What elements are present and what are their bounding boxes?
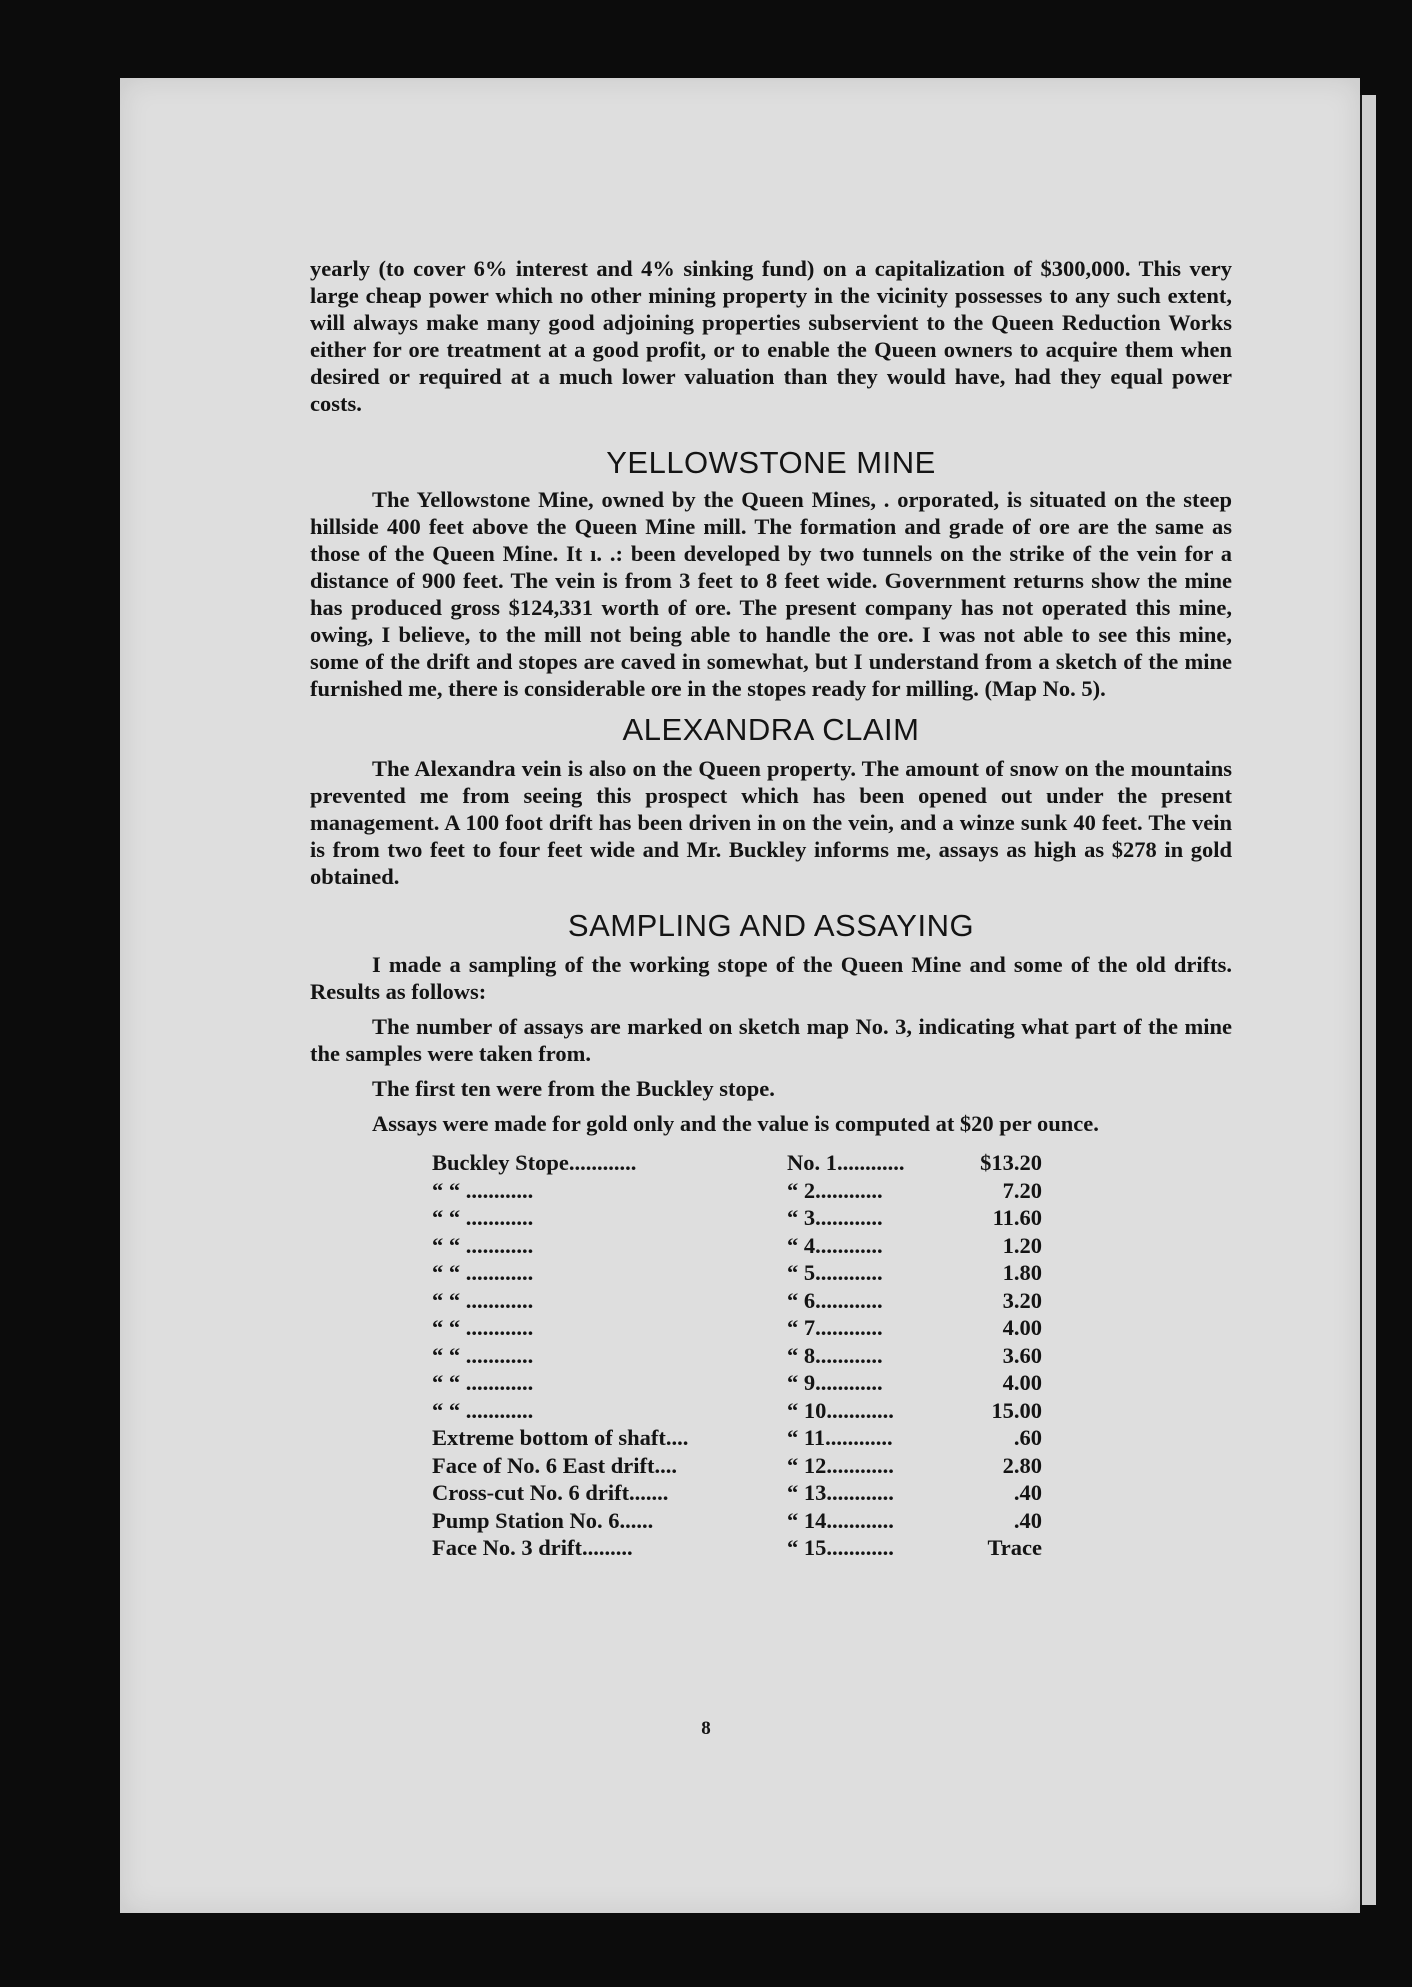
assay-value: 1.80	[1002, 1260, 1042, 1285]
assay-number: “ 10............	[787, 1397, 894, 1423]
assay-value: 4.00	[1002, 1370, 1042, 1395]
assay-location: “ “ ............	[432, 1205, 534, 1230]
assay-number: “ 8............	[787, 1342, 883, 1368]
assay-number: “ 3............	[787, 1205, 883, 1230]
table-row	[432, 1342, 1042, 1370]
paragraph-alexandra-claim: The Alexandra vein is also on the Queen property. The amount of snow on the mountains prevented me from seeing this prospect which has been opened out under the present management. A 100 foot drift has been driven in on the vein, and a winze sunk 40 feet. The vein is from two feet to four feet wide and Mr. Buckley informs me, assays as high as $278 in gold obtained.	[310, 756, 1232, 889]
heading-yellowstone-mine: YELLOWSTONE MINE	[606, 445, 936, 480]
assay-location: Extreme bottom of shaft....	[432, 1425, 689, 1450]
assay-value: 11.60	[992, 1205, 1042, 1230]
assay-number: “ 6............	[787, 1287, 883, 1313]
assay-number: “ 5............	[787, 1260, 883, 1285]
page-content	[310, 255, 1232, 1562]
table-row	[432, 1369, 1042, 1397]
assay-number: “ 11............	[787, 1425, 893, 1450]
assay-value: Trace	[987, 1535, 1042, 1560]
paragraph-sampling-intro: I made a sampling of the working stope of the Queen Mine and some of the old drifts. Results as follows:	[310, 952, 1232, 1004]
page-number: 8	[701, 1718, 711, 1739]
assay-value: 7.20	[1002, 1177, 1042, 1203]
table-row	[432, 1452, 1042, 1480]
table-row	[432, 1259, 1042, 1287]
assay-value: .40	[1013, 1480, 1042, 1505]
assay-location: “ “ ............	[432, 1260, 534, 1285]
assay-location: “ “ ............	[432, 1287, 534, 1313]
assay-value: $13.20	[980, 1150, 1042, 1175]
assay-location: “ “ ............	[432, 1370, 534, 1395]
table-row	[432, 1534, 1042, 1562]
assay-number: No. 1............	[787, 1150, 905, 1175]
assay-value: 1.20	[1002, 1232, 1042, 1258]
table-row	[432, 1507, 1042, 1535]
assay-location: Pump Station No. 6......	[432, 1507, 654, 1533]
table-row	[432, 1232, 1042, 1260]
assay-location: Face No. 3 drift.........	[432, 1535, 633, 1560]
assay-number: “ 7............	[787, 1315, 883, 1340]
table-row	[432, 1424, 1042, 1452]
assay-number: “ 15............	[787, 1535, 894, 1560]
assay-value: .40	[1013, 1507, 1042, 1533]
table-row	[432, 1149, 1042, 1177]
assay-number: “ 2............	[787, 1177, 883, 1203]
paragraph-sampling-buckley: The first ten were from the Buckley stope.	[372, 1076, 775, 1101]
assay-number: “ 4............	[787, 1232, 883, 1258]
assay-location: “ “ ............	[432, 1342, 534, 1368]
assay-location: “ “ ............	[432, 1177, 534, 1203]
table-row	[432, 1479, 1042, 1507]
assay-results-table	[432, 1149, 1042, 1562]
paragraph-power-costs: yearly (to cover 6% interest and 4% sinking fund) on a capitalization of $300,000. This very large cheap power which no other mining property in the vicinity possesses to any such extent, will always make many good adjoining properties subservient to the Queen Reduction Works either for ore treatment at a good profit, or to enable the Queen owners to acquire them when desired or required at a much lower valuation than they would have, had they equal power costs.	[310, 256, 1232, 416]
assay-number: “ 14............	[787, 1507, 894, 1533]
paragraph-yellowstone-mine: The Yellowstone Mine, owned by the Queen Mines, . orporated, is situated on the steep hillside 400 feet above the Queen Mine mill. The formation and grade of ore are the same as those of the Queen Mine. It ı. .: been developed by two tunnels on the strike of the vein for a distance of 900 feet. The vein is from 3 feet to 8 feet wide. Government returns show the mine has produced gross $124,331 worth of ore. The present company has not operated this mine, owing, I believe, to the mill not being able to handle the ore. I was not able to see this mine, some of the drift and stopes are caved in somewhat, but I understand from a sketch of the mine furnished me, there is considerable ore in the stopes ready for milling. (Map No. 5).	[310, 487, 1232, 701]
assay-location: Face of No. 6 East drift....	[432, 1452, 677, 1478]
heading-alexandra-claim: ALEXANDRA CLAIM	[622, 712, 920, 747]
assay-number: “ 9............	[787, 1370, 883, 1395]
table-row	[432, 1314, 1042, 1342]
adjacent-page-edge	[1360, 95, 1376, 1905]
assay-location: Cross-cut No. 6 drift.......	[432, 1480, 669, 1505]
table-row	[432, 1177, 1042, 1205]
table-row	[432, 1204, 1042, 1232]
assay-location: Buckley Stope............	[432, 1150, 637, 1175]
assay-value: 15.00	[991, 1397, 1042, 1423]
assay-location: “ “ ............	[432, 1315, 534, 1340]
assay-number: “ 12............	[787, 1452, 894, 1478]
assay-value: 2.80	[1002, 1452, 1042, 1478]
paragraph-sampling-map: The number of assays are marked on sketch map No. 3, indicating what part of the mine the samples were taken from.	[310, 1014, 1232, 1066]
assay-value: 4.00	[1002, 1315, 1042, 1340]
table-row	[432, 1287, 1042, 1315]
table-row	[432, 1397, 1042, 1425]
heading-sampling-and-assaying: SAMPLING AND ASSAYING	[567, 908, 975, 943]
paragraph-sampling-gold: Assays were made for gold only and the value is computed at $20 per ounce.	[372, 1111, 1099, 1136]
assay-value: 3.60	[1002, 1342, 1042, 1368]
assay-value: 3.20	[1002, 1287, 1042, 1313]
assay-location: “ “ ............	[432, 1397, 534, 1423]
assay-value: .60	[1013, 1425, 1042, 1450]
assay-number: “ 13............	[787, 1480, 894, 1505]
assay-location: “ “ ............	[432, 1232, 534, 1258]
